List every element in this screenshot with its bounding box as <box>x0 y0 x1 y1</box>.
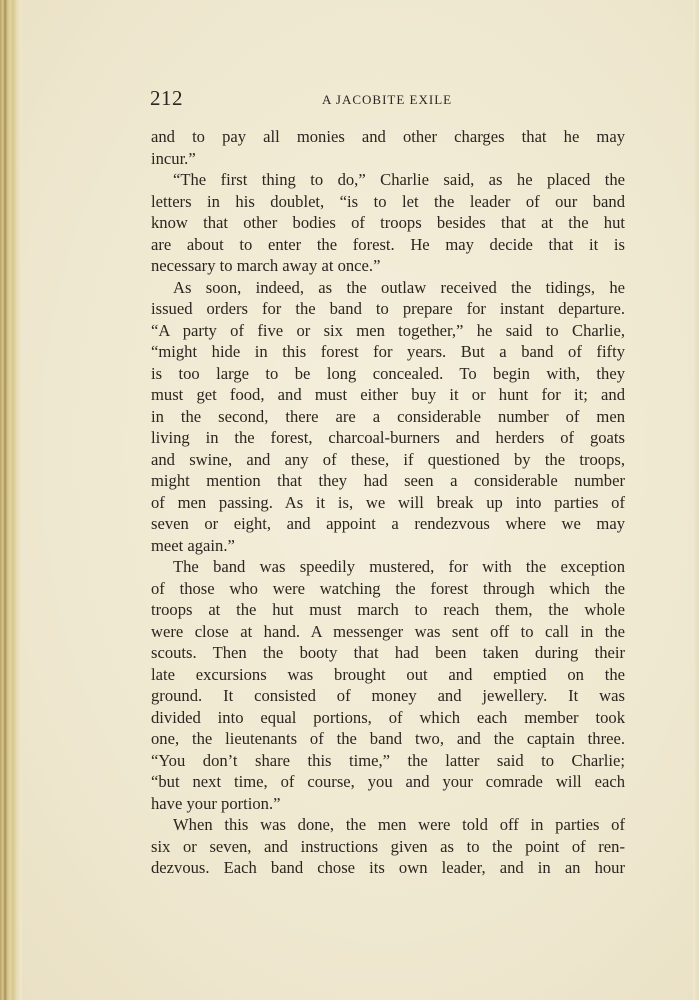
text-line: The band was speedily mustered, for with the exception <box>173 557 625 576</box>
text-line: “The first thing to do,” Charlie said, as he placed the <box>173 170 625 189</box>
text-line: “You don’t share this time,” the latter said to Charlie; <box>151 750 625 770</box>
text-line: one, the lieutenants of the band two, and the captain three. <box>151 729 625 748</box>
text-line: letters in his doublet, “is to let the leader of our band <box>151 191 625 211</box>
text-line: When this was done, the men were told off in parties of <box>173 815 625 834</box>
text-line: “but next time, of course, you and your comrade will each <box>151 772 625 791</box>
text-line: seven or eight, and appoint a rendezvous where we may <box>151 514 625 533</box>
text-line: living in the forest, charcoal-burners and herders of goats <box>151 428 625 447</box>
text-line: were close at hand. A messenger was sent off to call in the <box>151 621 625 641</box>
text-line: might mention that they had seen a considerable number <box>151 471 625 490</box>
text-line: As soon, indeed, as the outlaw received the tidings, he <box>173 277 625 297</box>
text-line: “might hide in this forest for years. But a band of fifty <box>151 342 625 361</box>
text-line: ground. It consisted of money and jewellery. It was <box>151 686 625 705</box>
text-line: dezvous. Each band chose its own leader, and in an hour <box>151 858 625 877</box>
text-line: issued orders for the band to prepare for instant departure. <box>151 299 625 318</box>
book-binding-edge <box>0 0 22 1000</box>
text-line: must get food, and must either buy it or hunt for it; and <box>151 385 625 404</box>
text-line: necessary to march away at once.” <box>151 256 381 275</box>
text-line: incur.” <box>151 148 196 168</box>
text-line: late excursions was brought out and emptied on the <box>151 664 625 684</box>
text-line: of those who were watching the forest through which the <box>151 578 625 598</box>
body-text <box>151 126 625 879</box>
text-line: is too large to be long concealed. To begin with, they <box>151 363 625 383</box>
text-line: and to pay all monies and other charges that he may <box>151 127 625 146</box>
text-line: troops at the hut must march to reach them, the whole <box>151 600 625 619</box>
text-line: six or seven, and instructions given as to the point of ren- <box>151 836 625 856</box>
text-line: “A party of five or six men together,” he said to Charlie, <box>151 320 625 340</box>
text-line: of men passing. As it is, we will break up into parties of <box>151 492 625 512</box>
running-title: A JACOBITE EXILE <box>322 92 453 107</box>
text-line: in the second, there are a considerable number of men <box>151 406 625 426</box>
text-line: scouts. Then the booty that had been taken during their <box>151 643 625 662</box>
text-line: and swine, and any of these, if questioned by the troops, <box>151 449 625 469</box>
text-line: meet again.” <box>151 535 235 555</box>
page-right-edge <box>693 0 699 1000</box>
text-line: know that other bodies of troops besides that at the hut <box>151 213 625 232</box>
page-header <box>150 86 625 116</box>
text-line: divided into equal portions, of which each member took <box>151 707 625 727</box>
text-line: are about to enter the forest. He may decide that it is <box>151 234 625 254</box>
text-line: have your portion.” <box>151 793 281 813</box>
page-number: 212 <box>150 86 183 110</box>
